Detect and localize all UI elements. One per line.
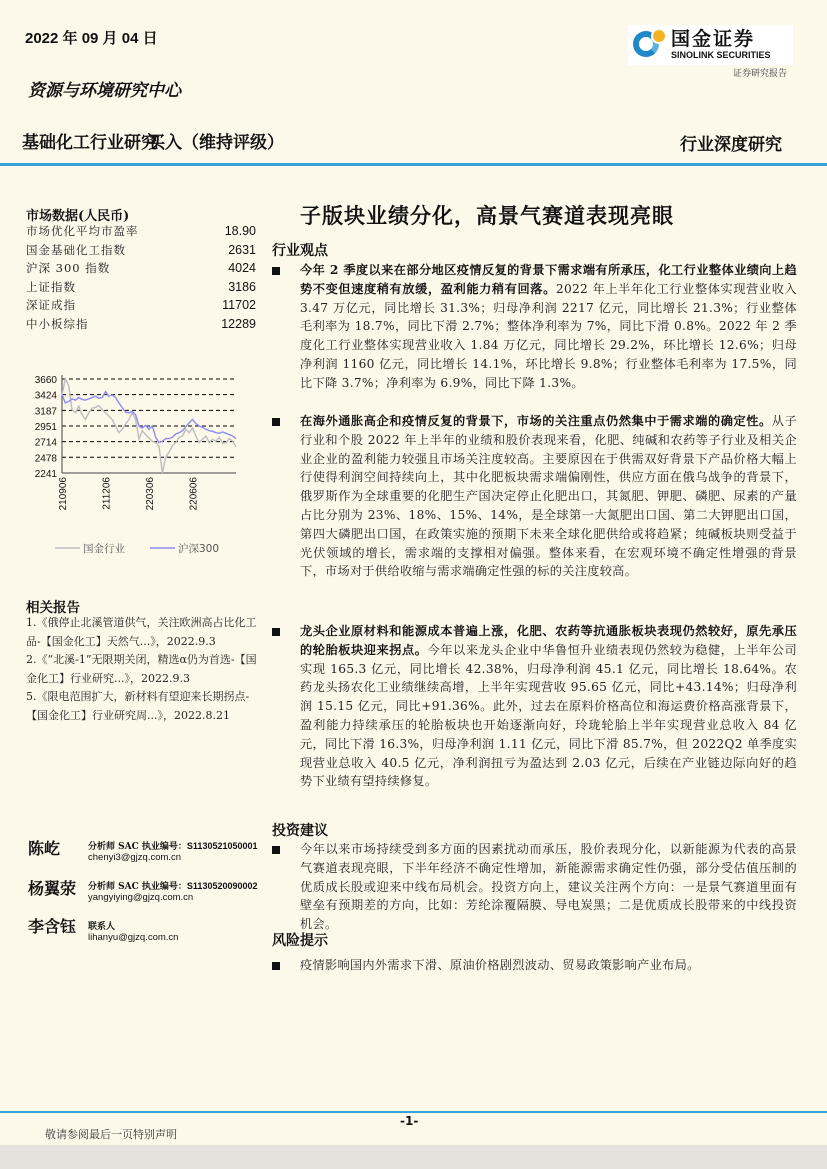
- industry-name: 基础化工行业研究: [22, 133, 158, 153]
- market-value: 2631: [228, 242, 256, 257]
- market-value: 11702: [222, 298, 256, 312]
- related-reports-list: [26, 614, 266, 725]
- market-data-table: [26, 222, 256, 333]
- bullet-square-icon: [272, 846, 280, 854]
- footer-divider: [0, 1111, 827, 1113]
- analyst-email[interactable]: lihanyu@gjzq.com.cn: [88, 932, 179, 943]
- page-number: -1-: [400, 1114, 419, 1128]
- analyst-role: 分析师 SAC 执业编号：: [88, 842, 187, 852]
- logo-en-name: SINOLINK SECURITIES: [671, 50, 771, 60]
- chart-x-tick-label: 220306: [145, 477, 156, 511]
- chart-y-tick-label: 3424: [34, 390, 57, 402]
- analyst-credential: [88, 879, 258, 892]
- bullet-square-icon: [272, 418, 280, 426]
- bullet-text: 疫情影响国内外需求下滑、原油价格剧烈波动、贸易政策影响产业布局。: [300, 958, 700, 972]
- sinolink-logo-icon: [631, 27, 667, 63]
- index-chart: [0, 365, 260, 565]
- related-report-link[interactable]: 1.《俄停止北溪管道供气，关注欧洲高占比化工品-【国金化工】天然气...》，2022.9.3: [26, 616, 257, 648]
- market-row: [26, 296, 256, 315]
- market-value: 3186: [228, 279, 256, 294]
- section-title-risk: 风险提示: [272, 933, 328, 949]
- chart-series-line: [62, 392, 236, 443]
- related-report-link[interactable]: 2.《“北溪-1”无限期关闭，精选α仍为首选-【国金化工】行业研究...》，2022.9.3: [26, 653, 257, 685]
- chart-legend-label: 沪深300: [178, 543, 220, 555]
- analyst-role: 联系人: [88, 922, 116, 932]
- bullet-item: [272, 622, 797, 791]
- bullet-item: [272, 261, 797, 393]
- company-logo: [628, 25, 793, 65]
- analyst-credential: [88, 919, 115, 932]
- market-row: [26, 222, 256, 241]
- index-chart-svg: [0, 365, 260, 565]
- report-date: 2022 年 09 月 04 日: [25, 30, 158, 47]
- bullet-text: 今年以来龙头企业中华鲁恒升业绩表现仍然较为稳健，上半年公司实现 165.3 亿元，同比增长 42.38%，归母净利润 45.1 亿元，同比增长 18.64%。农药龙头扬农化工业绩继续高增，上半年实现营收 95.65 亿元，同比+43.14%；归母净利润 15.15 亿元，同比+91.36%。此外，过去在原料价格高位和海运费价格高涨背景下，盈利能力持续承压的轮胎板块也开始逐渐向好，玲珑轮胎上半年实现营业总收入 84 亿元，同比下滑 16.3%，归母净利润 1.11 亿元，同比下滑 85.7%，但 2022Q2 单季度实现营业总收入 40.5 亿元，净利润扭亏为盈达到 2.03 亿元，后续在产业链边际向好的趋势下业绩有望持续修复。: [300, 642, 798, 789]
- market-value: 18.90: [224, 224, 256, 238]
- page-bottom-margin: [0, 1145, 827, 1169]
- market-row: [26, 259, 256, 278]
- bullet-bold-lead: 今年 2 季度以来在部分地区疫情反复的背景下需求端有所承压，化工行业整体业绩向上趋势不变但速度稍有放缓，盈利能力稍有回落。: [300, 263, 797, 296]
- analyst-id: S1130521050001: [186, 841, 258, 851]
- analyst-credential: [88, 839, 258, 852]
- market-label: 沪深 300 指数: [26, 261, 111, 275]
- header-divider: [0, 163, 827, 166]
- analyst-name: 杨翼荥: [28, 879, 77, 898]
- bullet-item: [272, 412, 797, 581]
- chart-y-tick-label: 3660: [34, 375, 57, 386]
- analyst-name: 李含钰: [28, 917, 77, 936]
- chart-x-tick-label: 211206: [101, 477, 113, 510]
- market-row: [26, 241, 256, 260]
- section-title-industry-view: 行业观点: [272, 243, 328, 259]
- market-label: 中小板综指: [26, 316, 89, 331]
- chart-y-tick-label: 2714: [34, 437, 57, 449]
- bullet-item: [272, 840, 797, 934]
- related-report-link[interactable]: 5.《限电范围扩大，新材料有望迎来长期拐点-【国金化工】行业研究周...》，2022.8.21: [26, 690, 250, 722]
- market-label: 市场优化平均市盈率: [26, 224, 139, 238]
- bullet-bold-lead: 在海外通胀高企和疫情反复的背景下，市场的关注重点仍然集中于需求端的确定性。: [300, 414, 772, 428]
- related-reports-title: 相关报告: [26, 600, 80, 616]
- chart-y-tick-label: 2241: [34, 469, 57, 480]
- report-title: 子版块业绩分化，高景气赛道表现亮眼: [300, 203, 674, 228]
- logo-subtitle: 证券研究报告: [732, 69, 787, 79]
- research-center: 资源与环境研究中心: [28, 81, 181, 101]
- market-value: 4024: [228, 261, 256, 275]
- rating: 买入（维持评级）: [148, 133, 284, 153]
- market-row: [26, 315, 256, 334]
- market-label: 上证指数: [26, 279, 76, 294]
- market-data-title: 市场数据(人民币): [26, 209, 130, 224]
- analyst-id: S1130520090002: [186, 881, 258, 891]
- bullet-text: 2022 年上半年化工行业整体实现营业收入 3.47 万亿元，同比增长 31.3%；归母净利润 2217 亿元，同比增长 21.3%；行业整体毛利率为 18.7%，同比下滑 2.7%；整体净利率为 7%，同比下滑 0.8%。2022 年 2 季度化工行业整体实现营业收入 1.84 万亿元，同比增长 29.2%，环比增长 12.6%；归母净利润 1160 亿元，同比增长 14.1%，环比增长 9.8%；行业整体毛利率为 17.5%，同比下降 3.7%；净利率为 6.9%，同比下降 1.3%。: [300, 281, 797, 390]
- bullet-square-icon: [272, 267, 280, 275]
- analyst-role: 分析师 SAC 执业编号：: [88, 882, 187, 892]
- analyst-email[interactable]: yangyiying@gjzq.com.cn: [88, 892, 194, 903]
- bullet-square-icon: [272, 628, 280, 636]
- chart-legend-label: 国金行业: [83, 543, 125, 555]
- disclaimer-note: 敬请参阅最后一页特别声明: [45, 1128, 177, 1141]
- market-label: 深证成指: [26, 298, 76, 312]
- analyst-email[interactable]: chenyi3@gjzq.com.cn: [88, 852, 182, 863]
- market-row: [26, 278, 256, 297]
- bullet-square-icon: [272, 962, 280, 970]
- section-title-investment: 投资建议: [272, 823, 328, 839]
- market-label: 国金基础化工指数: [26, 242, 126, 257]
- chart-x-tick-label: 210906: [58, 477, 69, 511]
- bullet-text: 今年以来市场持续受到多方面的因素扰动而承压，股价表现分化，以新能源为代表的高景气赛道表现亮眼，下半年经济不确定性增加，新能源需求确定性仍强，部分受估值压制的优质成长股或迎来中线布局机会。投资方向上，建议关注两个方向：一是景气赛道里面有壁垒有预期差的方向，比如：芳纶涂覆隔膜、导电炭黑；二是优质成长股带来的中线投资机会。: [300, 842, 797, 932]
- logo-cn-name: 国金证券: [671, 28, 756, 50]
- chart-x-tick-label: 220606: [188, 477, 200, 511]
- chart-y-tick-label: 2478: [34, 453, 57, 465]
- market-value: 12289: [221, 316, 256, 331]
- chart-y-tick-label: 2951: [34, 421, 57, 433]
- chart-y-tick-label: 3187: [34, 406, 57, 418]
- analyst-name: 陈屹: [28, 839, 61, 858]
- bullet-bold-lead: 龙头企业原材料和能源成本普遍上涨，化肥、农药等抗通胀板块表现仍然较好，原先承压的轮胎板块迎来拐点。: [300, 624, 797, 657]
- bullet-item: [272, 956, 797, 975]
- report-type: 行业深度研究: [680, 135, 782, 155]
- bullet-text: 从子行业和个股 2022 年上半年的业绩和股价表现来看，化肥、纯碱和农药等子行业及相关企业企业的盈利能力较强且市场关注度较高。主要原因在于供需双好背景下产品价格大幅上行使得利润空间持续向上，其中化肥板块需求端偏刚性，供应方面在俄乌战争的背景下，俄罗斯作为全球重要的化肥生产国决定停止化肥出口，其氮肥、钾肥、磷肥、尿素的产量占比分别为 23%、18%、15%、14%，是全球第一大氮肥出口国、第二大钾肥出口国，第四大磷肥出口国，在政策实施的预期下未来全球化肥供给或将趋紧；纯碱板块则受益于光伏领域的增长，需求端的支撑相对偏强。整体来看，在宏观环境不确定性增强的背景下，市场对于供给收缩与需求端确定性强的标的关注度较高。: [300, 414, 797, 579]
